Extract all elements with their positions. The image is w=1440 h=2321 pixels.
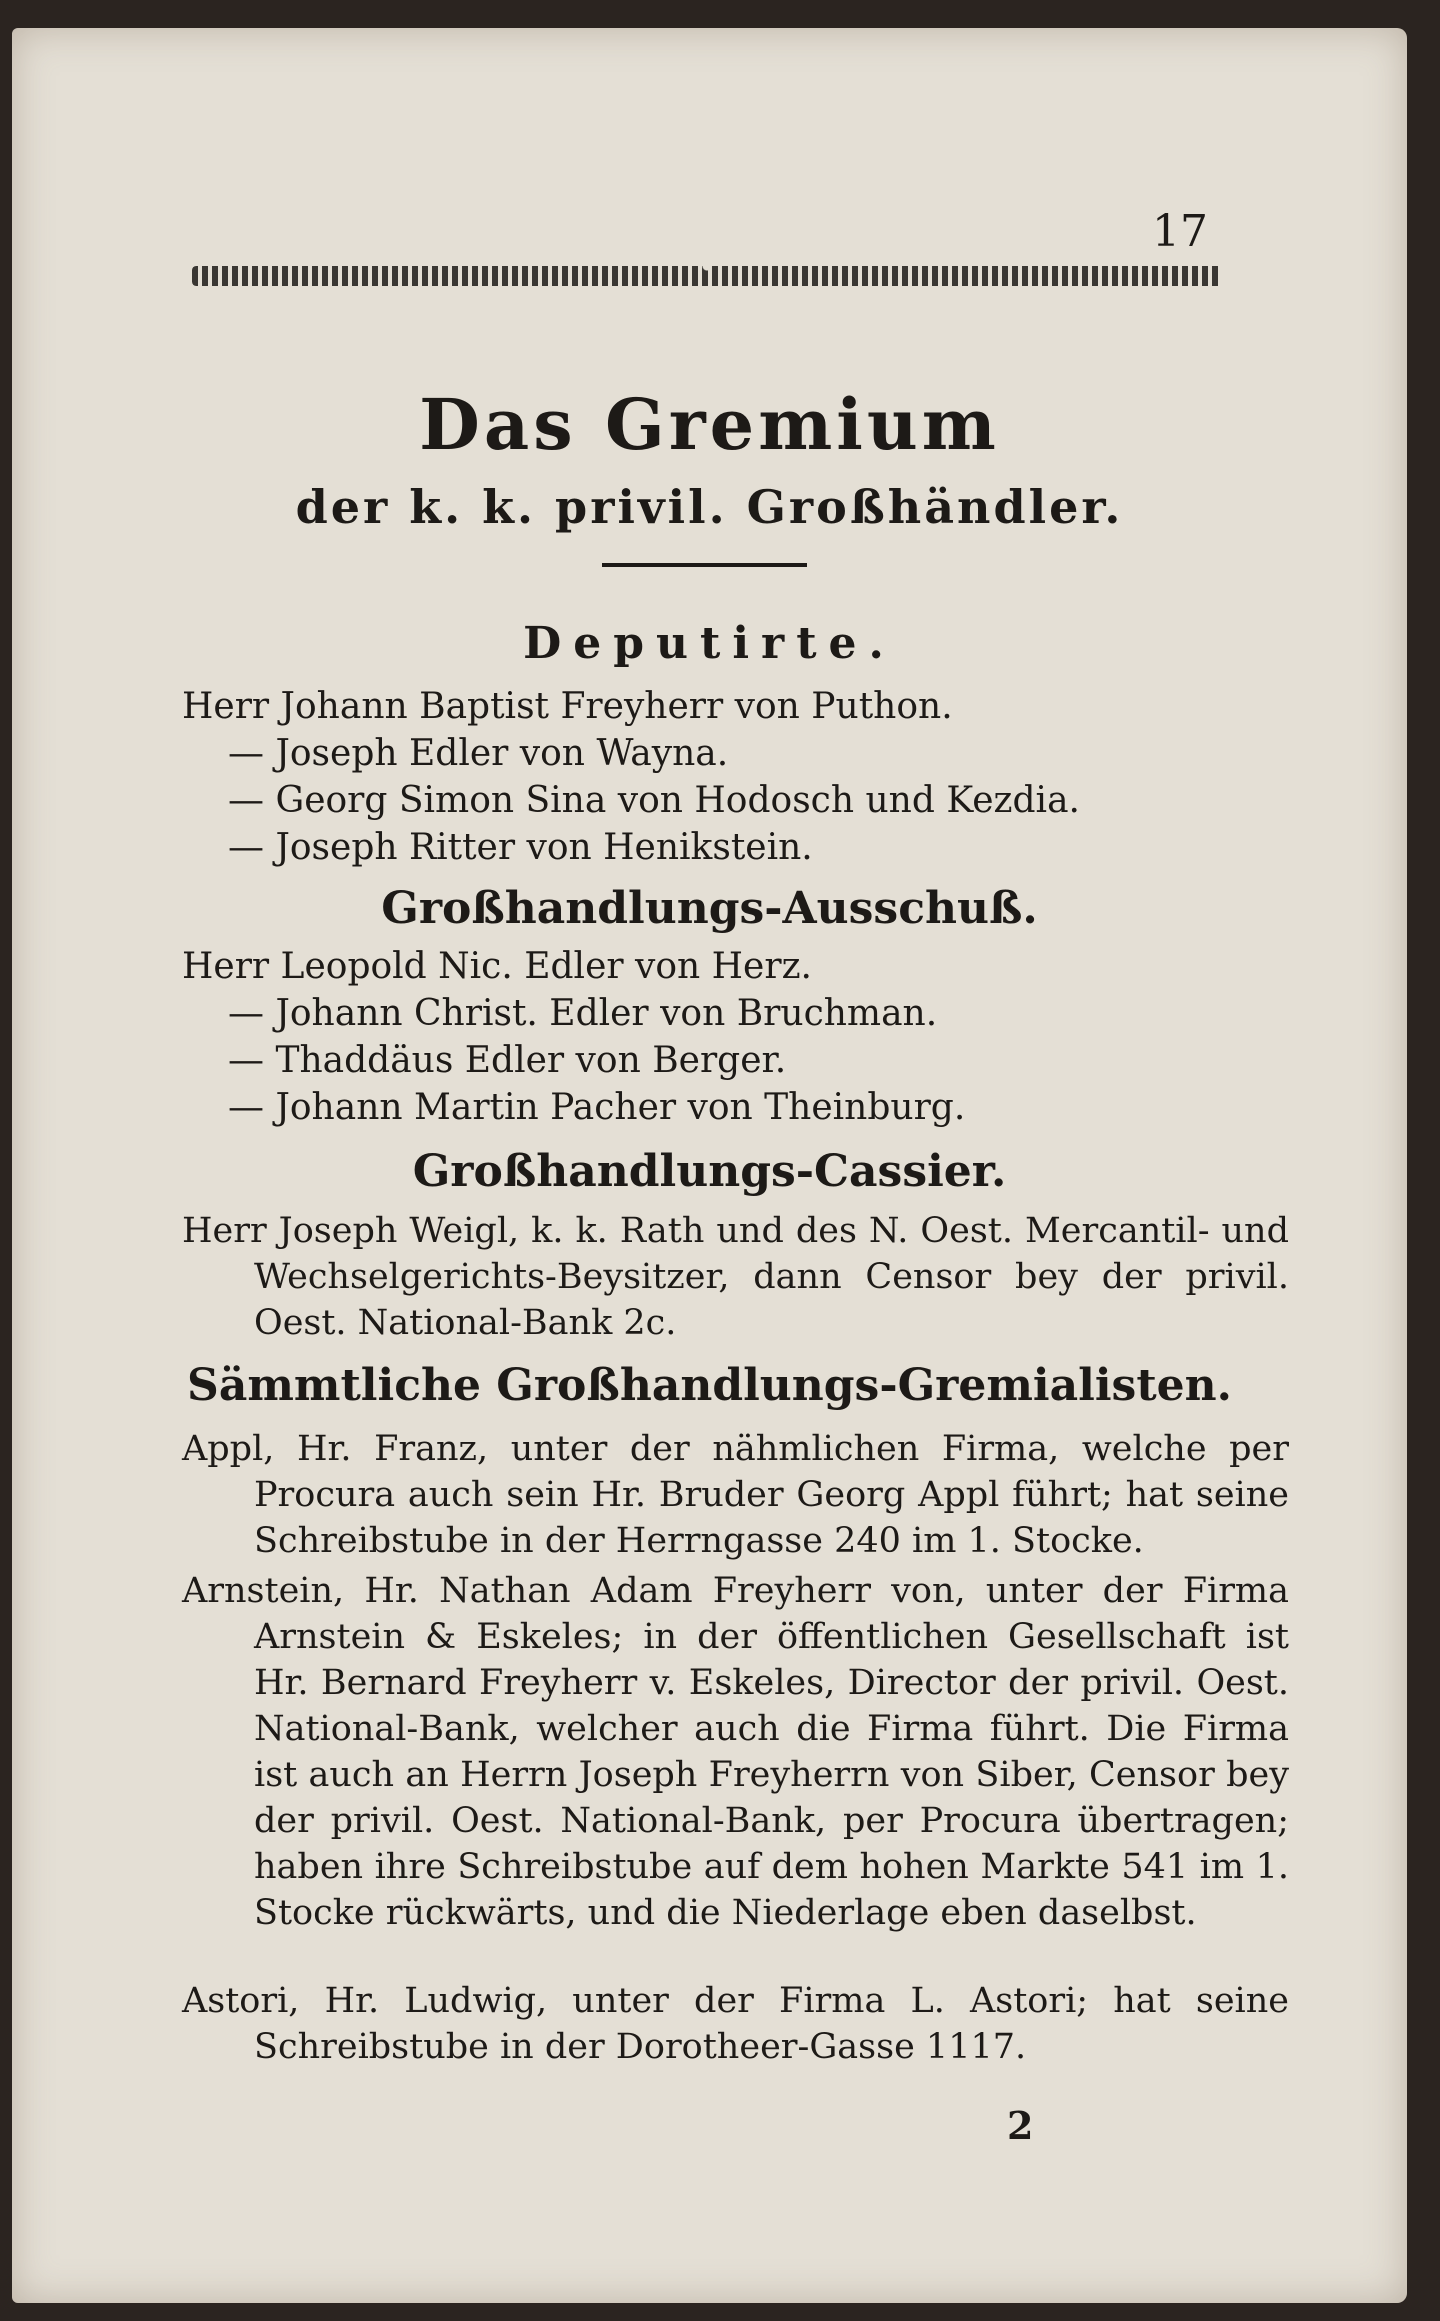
list-item: Herr Leopold Nic. Edler von Herz. [182, 946, 812, 987]
ornament-rule [192, 266, 1222, 286]
list-item: Appl, Hr. Franz, unter der nähmlichen Firma, welche per Procura auch sein Hr. Bruder Georg Appl führt; hat seine Schreibstube in der Herrngasse 240 im 1. Stocke. [182, 1429, 1289, 1561]
ausschuss-list [182, 943, 1242, 1131]
ausschuss-heading: Großhandlungs-Ausschuß. [381, 883, 1038, 934]
list-item: Astori, Hr. Ludwig, unter der Firma L. Astori; hat seine Schreibstube in der Dorotheer-Gasse 1117. [182, 1981, 1289, 2067]
list-item: — Johann Christ. Edler von Bruchman. [228, 993, 938, 1034]
signature-mark: 2 [1007, 2103, 1034, 2148]
page-number: 17 [1152, 206, 1208, 257]
list-item: Herr Johann Baptist Freyherr von Puthon. [182, 686, 953, 727]
book-page [12, 28, 1407, 2303]
deputirte-heading: Deputirte. [523, 618, 896, 669]
list-item: — Thaddäus Edler von Berger. [228, 1040, 787, 1081]
gremialisten-heading: Sämmtliche Großhandlungs-Gremialisten. [187, 1360, 1232, 1411]
deputirte-list [182, 683, 1242, 871]
list-item: — Georg Simon Sina von Hodosch und Kezdia. [228, 780, 1080, 821]
cassier-entry: Herr Joseph Weigl, k. k. Rath und des N. Oest. Mercantil- und Wechselgerichts-Beysitzer, dann Censor bey der privil. Oest. National-Bank 2c. [182, 1211, 1289, 1343]
page-subtitle: der k. k. privil. Großhändler. [295, 480, 1124, 534]
list-item: — Joseph Ritter von Henikstein. [228, 827, 813, 868]
list-item: — Joseph Edler von Wayna. [228, 733, 729, 774]
cassier-heading: Großhandlungs-Cassier. [412, 1146, 1007, 1197]
title-divider [602, 563, 807, 567]
list-item: Arnstein, Hr. Nathan Adam Freyherr von, unter der Firma Arnstein & Eskeles; in der öffentlichen Gesellschaft ist Hr. Bernard Freyherr v. Eskeles, Director der privil. Oest. National-Bank, welcher auch die Firma führt. Die Firma ist auch an Herrn Joseph Freyherrn von Siber, Censor bey der privil. Oest. National-Bank, per Procura übertragen; haben ihre Schreibstube auf dem hohen Markte 541 im 1. Stocke rückwärts, und die Niederlage eben daselbst. [182, 1571, 1289, 1933]
list-item: — Johann Martin Pacher von Theinburg. [228, 1087, 966, 1128]
page-title: Das Gremium [419, 383, 1000, 466]
